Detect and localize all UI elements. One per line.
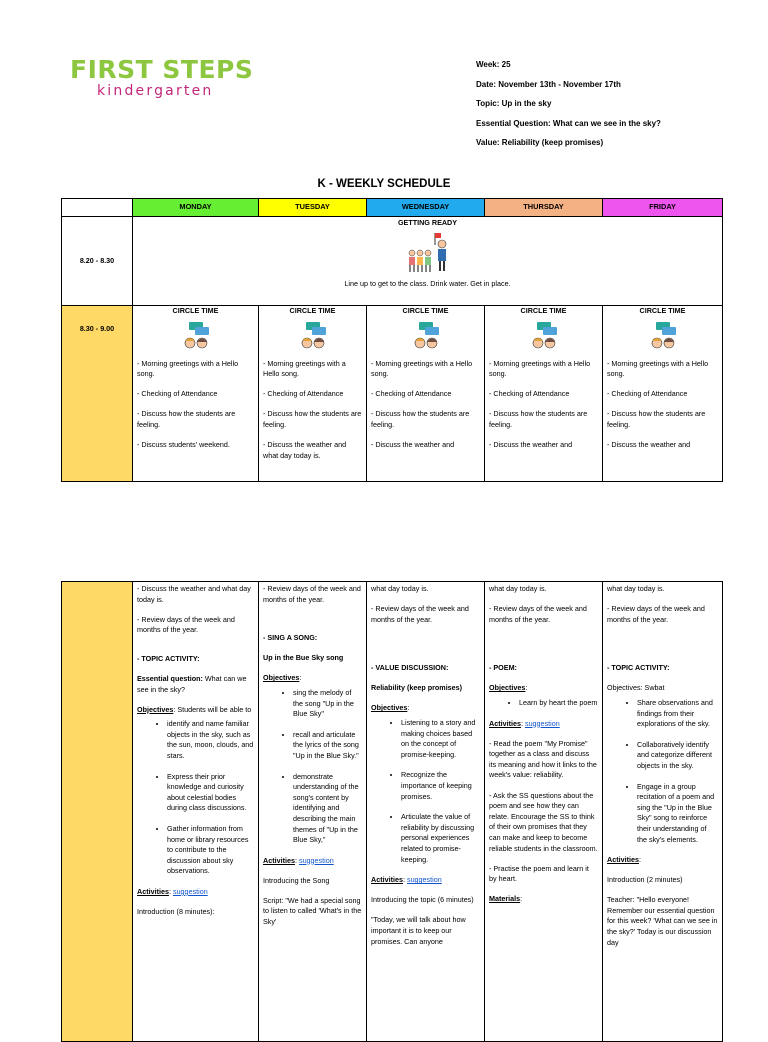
thursday-poem-heading: - POEM: [489, 663, 517, 673]
list-item: • Share observations and findings from their explorations of the sky. [637, 698, 718, 730]
essential-question: Essential Question: What can we see in the sky? [476, 118, 661, 128]
logo-sub-text: kindergarten [97, 83, 214, 99]
wednesday-weather: what day today is. [371, 584, 429, 593]
tuesday-objectives-label: Objectives [263, 673, 300, 683]
monday-circle-2: - Checking of Attendance [137, 389, 218, 399]
list-item: • recall and articulate the lyrics of the song "Up in the Blue Sky." [293, 730, 362, 762]
chat-kids-icon [263, 321, 362, 351]
wednesday-activities-label: Activities [371, 875, 403, 885]
friday-circle-3: - Discuss how the students are feeling. [607, 409, 706, 429]
getting-ready-text: Line up to get to the class. Drink water. Get in place. [344, 278, 511, 288]
friday-intro: Introduction (2 minutes) [607, 875, 683, 885]
list-item: • identify and name familiar objects in the sky, such as the sun, moon, clouds, and stars. [167, 719, 254, 761]
tuesday-intro: Introducing the Song [263, 875, 330, 885]
week-info [476, 60, 661, 158]
thursday-circle-2: - Checking of Attendance [489, 389, 570, 399]
class-line-icon [137, 231, 718, 279]
wednesday-intro: Introducing the topic (6 minutes) [371, 895, 474, 905]
wednesday-quote: "Today, we will talk about how important it is to keep our promises. Can anyone [371, 915, 466, 946]
monday-objectives [137, 705, 254, 716]
wednesday-value-sub: Reliability (keep promises) [371, 683, 463, 693]
thursday-suggestion-link[interactable]: suggestion [524, 718, 560, 728]
wednesday-review: - Review days of the week and months of the year. [371, 604, 469, 624]
header-blank [62, 199, 133, 217]
time-slot-2 [62, 306, 133, 482]
circle-time-row [62, 306, 723, 482]
wednesday-suggestion-link[interactable]: suggestion [406, 875, 442, 885]
circle-time-heading: CIRCLE TIME [520, 306, 567, 315]
circle-time-monday [133, 306, 259, 482]
monday-circle-1: - Morning greetings with a Hello song. [137, 358, 239, 379]
monday-activities: Activities: suggestion [137, 886, 208, 896]
getting-ready-cell [133, 217, 723, 306]
circle-time-thursday [485, 306, 603, 482]
monday-eq-label: Essential question: [137, 673, 203, 683]
tuesday-activities: Activities: suggestion [263, 855, 334, 865]
circle-time-heading: CIRCLE TIME [639, 306, 686, 315]
wednesday-circle-2: - Checking of Attendance [371, 389, 452, 399]
friday-objectives-text: : Swbat [640, 683, 665, 693]
thursday-topic-cell: what day today is. - Review days of the week and months of the year. - POEM: Objectives: • Learn by heart the poem Activities: suggestion - Read the poem "My Promise" together as a class and discuss its meaning and how it links to the week's value: reliability. - Ask the SS questions about the poem and see how they can relate. Encourage the SS to think of their own promises that they can make and keep to become reliable students in the classroom. - Practise the poem and learn it by heart. Materials: [485, 582, 603, 1042]
tuesday-circle-2: - Checking of Attendance [263, 389, 344, 399]
tuesday-suggestion-link[interactable]: suggestion [298, 855, 334, 865]
wednesday-circle-4: - Discuss the weather and [371, 440, 455, 450]
thursday-review: - Review days of the week and months of the year. [489, 604, 587, 624]
friday-activities-label: Activities [607, 855, 639, 865]
time-slot-2-continued [62, 582, 133, 1042]
circle-time-heading: CIRCLE TIME [289, 306, 336, 315]
list-item: • Articulate the value of reliability by discussing personal experiences related to promise-keeping. [401, 812, 480, 865]
tuesday-sing-heading: - SING A SONG: [263, 633, 318, 643]
header-monday: MONDAY [133, 199, 259, 217]
thursday-weather: what day today is. [489, 584, 547, 593]
tuesday-review: - Review days of the week and months of the year. [263, 584, 361, 604]
monday-activities-label: Activities [137, 886, 169, 896]
monday-objectives-list [137, 719, 254, 877]
thursday-objectives-label: Objectives [489, 683, 526, 693]
chat-kids-icon [137, 321, 254, 351]
monday-review: - Review days of the week and months of the year. [137, 614, 235, 635]
schedule-title: K - WEEKLY SCHEDULE [317, 178, 451, 190]
thursday-activities-label: Activities [489, 718, 521, 728]
header-thursday: THURSDAY [485, 199, 603, 217]
list-item: • Listening to a story and making choices based on the concept of promise-keeping. [401, 718, 480, 760]
thursday-materials-label: Materials [489, 894, 521, 904]
logo-main-text: FIRST STEPS [70, 55, 254, 84]
circle-time-heading: CIRCLE TIME [172, 306, 219, 315]
monday-weather: - Discuss the weather and what day today is. [137, 584, 251, 604]
list-item: • demonstrate understanding of the song's content by identifying and describing the main themes of "Up in the Blue Sky," [293, 772, 362, 846]
logo [70, 56, 253, 98]
tuesday-objectives-list [263, 688, 362, 846]
time-slot-1: 8.20 - 8.30 [62, 217, 133, 306]
thursday-circle-4: - Discuss the weather and [489, 440, 573, 450]
thursday-circle-1: - Morning greetings with a Hello song. [489, 358, 591, 379]
list-item: • Collaboratively identify and categorize different objects in the sky. [637, 740, 718, 772]
list-item: • Gather information from home or library resources to contribute to the discussion about sky observations. [167, 824, 254, 877]
circle-time-tuesday [259, 306, 367, 482]
tuesday-circle-3: - Discuss how the students are feeling. [263, 409, 362, 429]
tuesday-activities-label: Activities [263, 855, 295, 865]
schedule-table-continued [61, 581, 723, 1042]
tuesday-script: Script: "We had a special song to listen to called 'What's in the Sky' [263, 895, 362, 927]
thursday-activity-2: - Ask the SS questions about the poem and see how they can relate. Encourage the SS to think of their own promises that they can make and keep to become reliable students in the classroom. [489, 790, 598, 853]
tuesday-circle-4: - Discuss the weather and what day today is. [263, 440, 347, 460]
list-item: • Recognize the importance of keeping promises. [401, 770, 480, 802]
list-item: • sing the melody of the song "Up in the Blue Sky" [293, 688, 362, 720]
friday-circle-4: - Discuss the weather and [607, 440, 691, 450]
week-value: Value: Reliability (keep promises) [476, 138, 604, 147]
friday-teacher: Teacher: "Hello everyone! Remember our essential question for this week? 'What can we see in the sky?' Today is our discussion day [607, 895, 718, 947]
wednesday-objectives-label: Objectives [371, 703, 408, 713]
wednesday-value-heading: - VALUE DISCUSSION: [371, 663, 449, 673]
schedule-table [61, 198, 723, 482]
circle-time-wednesday [367, 306, 485, 482]
week-number: Week: 25 [476, 60, 511, 69]
circle-time-continued-row [62, 582, 723, 1042]
thursday-circle-3: - Discuss how the students are feeling. [489, 409, 588, 429]
monday-intro: Introduction (8 minutes): [137, 907, 215, 917]
friday-topic-cell: what day today is. - Review days of the week and months of the year. - TOPIC ACTIVITY: Objectives: Swbat • Share observations and findings from their explorations of the sky. • Collaboratively identify and categorize different objects in the sky. • Engage in a group recitation of a poem and sing the "Up in the Blue Sky" song to reinforce their understanding of the sky's elements. Activities: Introduction (2 minutes) Teacher: "Hello everyone! Remember our essential question for this week? 'What can we see in the sky?' Today is our discussion day [603, 582, 723, 1042]
thursday-activity-1: - Read the poem "My Promise" together as a class and discuss its meaning and how it links to the week's value: reliability. [489, 738, 597, 780]
chat-kids-icon [371, 321, 480, 351]
list-item: • Engage in a group recitation of a poem and sing the "Up in the Blue Sky" song to reinforce their understanding of the sky's elements. [637, 782, 718, 846]
wednesday-topic-cell: what day today is. - Review days of the week and months of the year. - VALUE DISCUSSION: Reliability (keep promises) Objectives: • Listening to a story and making choices based on the concept of promise-keeping. • Recognize the importance of keeping promises. • Articulate the value of reliability by discussing personal experiences related to promise-keeping. Activities: suggestion Introducing the topic (6 minutes) "Today, we will talk about how important it is to keep our promises. Can anyone [367, 582, 485, 1042]
header-tuesday: TUESDAY [259, 199, 367, 217]
friday-objectives-label: Objectives [607, 683, 641, 693]
list-item: • Express their prior knowledge and curiosity about celestial bodies during class discussions. [167, 772, 254, 814]
week-topic: Topic: Up in the sky [476, 99, 552, 108]
monday-eq-text: What can we see in the sky? [137, 673, 247, 694]
list-item: • Learn by heart the poem [519, 698, 598, 709]
getting-ready-row [62, 217, 723, 306]
wednesday-circle-3: - Discuss how the students are feeling. [371, 409, 470, 429]
monday-objectives-label: Objectives [137, 704, 174, 714]
thursday-activities: Activities: suggestion [489, 718, 560, 728]
week-dates: Date: November 13th - November 17th [476, 79, 621, 89]
monday-objectives-text: : Students will be able to [173, 704, 252, 714]
time-slot-2-label: 8.30 - 9.00 [79, 324, 115, 333]
chat-kids-icon [607, 321, 718, 351]
thursday-activity-3: - Practise the poem and learn it by heart. [489, 863, 589, 884]
monday-suggestion-link[interactable]: suggestion [172, 886, 208, 896]
header-wednesday: WEDNESDAY [367, 199, 485, 217]
tuesday-song-title: Up in the Bue Sky song [263, 653, 344, 663]
thursday-objectives-list [489, 698, 598, 709]
monday-topic-cell [133, 582, 259, 1042]
friday-topic-heading: - TOPIC ACTIVITY: [607, 663, 670, 673]
friday-circle-2: - Checking of Attendance [607, 389, 688, 399]
getting-ready-heading: GETTING READY [397, 218, 458, 227]
friday-objectives-list [607, 698, 718, 845]
monday-circle-4: - Discuss students' weekend. [137, 440, 230, 450]
monday-circle-3: - Discuss how the students are feeling. [137, 409, 236, 429]
friday-weather: what day today is. [607, 584, 665, 593]
wednesday-circle-1: - Morning greetings with a Hello song. [371, 358, 473, 379]
circle-time-heading: CIRCLE TIME [402, 306, 449, 315]
friday-objectives [607, 683, 718, 694]
circle-time-friday [603, 306, 723, 482]
tuesday-circle-1: - Morning greetings with a Hello song. [263, 358, 346, 379]
friday-circle-1: - Morning greetings with a Hello song. [607, 358, 709, 379]
monday-topic-heading: - TOPIC ACTIVITY: [137, 653, 200, 663]
friday-review: - Review days of the week and months of the year. [607, 604, 705, 624]
wednesday-objectives-list [371, 718, 480, 865]
header-friday: FRIDAY [603, 199, 723, 217]
tuesday-topic-cell: - Review days of the week and months of the year. - SING A SONG: Up in the Bue Sky song Objectives: • sing the melody of the song "Up in the Blue Sky" • recall and articulate the lyrics of the song "Up in the Blue Sky." • demonstrate understanding of the song's content by identifying and describing the main themes of "Up in the Blue Sky," Activities: suggestion Introducing the Song Script: "We had a special song to listen to called 'What's in the Sky' [259, 582, 367, 1042]
chat-kids-icon [489, 321, 598, 351]
day-header-row [62, 199, 723, 217]
monday-essential-q [137, 674, 254, 695]
wednesday-activities: Activities: suggestion [371, 875, 442, 885]
